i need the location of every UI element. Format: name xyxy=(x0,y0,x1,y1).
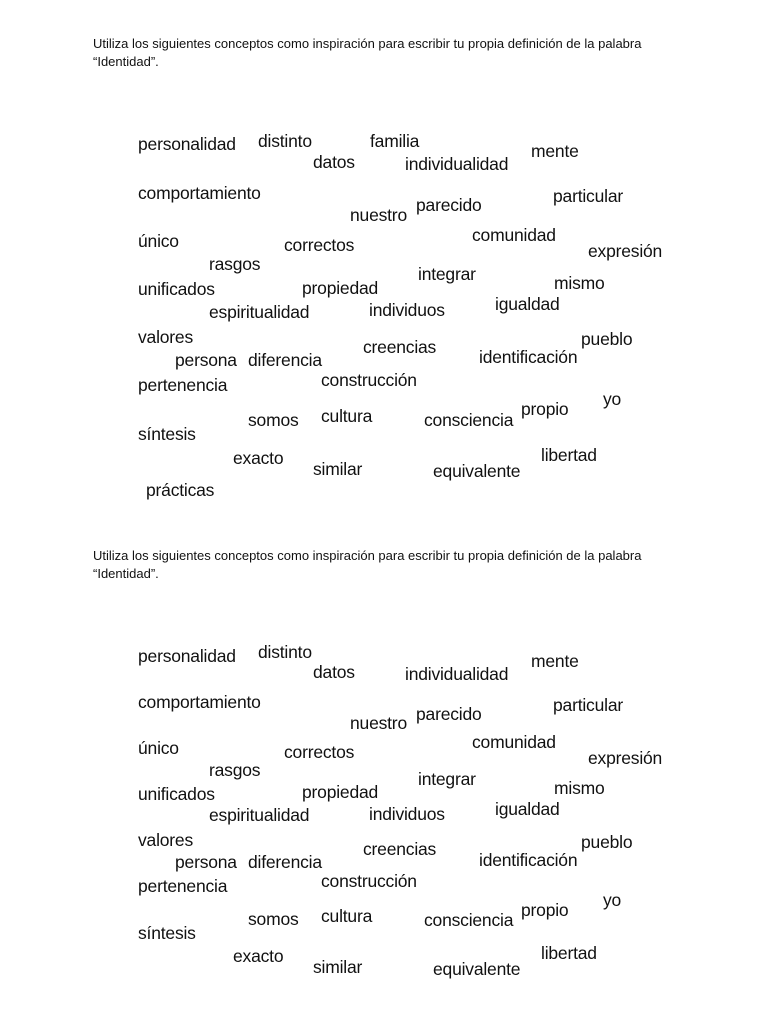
word: igualdad xyxy=(495,294,560,314)
word: único xyxy=(138,231,179,251)
word: consciencia xyxy=(424,910,514,930)
word: somos xyxy=(248,410,299,430)
word: parecido xyxy=(416,704,482,724)
word: mismo xyxy=(554,273,605,293)
word: diferencia xyxy=(248,350,322,370)
word: comportamiento xyxy=(138,692,261,712)
word: pertenencia xyxy=(138,375,228,395)
word: síntesis xyxy=(138,923,196,943)
word: cultura xyxy=(321,906,373,926)
word: exacto xyxy=(233,448,284,468)
word: somos xyxy=(248,909,299,929)
word: familia xyxy=(370,131,420,151)
word: pueblo xyxy=(581,329,633,349)
word: unificados xyxy=(138,279,215,299)
word: nuestro xyxy=(350,713,407,733)
word: integrar xyxy=(418,264,476,284)
word: rasgos xyxy=(209,254,261,274)
word: espiritualidad xyxy=(209,805,310,825)
word: igualdad xyxy=(495,799,560,819)
word: creencias xyxy=(363,337,437,357)
word: propiedad xyxy=(302,278,379,298)
word: identificación xyxy=(479,850,578,870)
word: personalidad xyxy=(138,134,236,154)
word: valores xyxy=(138,830,194,850)
word: creencias xyxy=(363,839,437,859)
word: individuos xyxy=(369,300,445,320)
word: integrar xyxy=(418,769,476,789)
word: individualidad xyxy=(405,664,509,684)
word: particular xyxy=(553,186,623,206)
word: expresión xyxy=(588,241,663,261)
word: diferencia xyxy=(248,852,322,872)
word: nuestro xyxy=(350,205,407,225)
word: construcción xyxy=(321,370,417,390)
word: rasgos xyxy=(209,760,261,780)
word: mente xyxy=(531,651,579,671)
instruction-text-2: Utiliza los siguientes conceptos como inspiración para escribir tu propia definición de la palabra “Identidad”. xyxy=(93,548,642,581)
word: propio xyxy=(521,900,569,920)
word: identificación xyxy=(479,347,578,367)
word: distinto xyxy=(258,131,312,151)
word: cultura xyxy=(321,406,373,426)
word: mismo xyxy=(554,778,605,798)
word: exacto xyxy=(233,946,284,966)
word: datos xyxy=(313,152,355,172)
word: libertad xyxy=(541,445,597,465)
word: correctos xyxy=(284,742,355,762)
word: expresión xyxy=(588,748,663,768)
word: distinto xyxy=(258,642,312,662)
word: individuos xyxy=(369,804,445,824)
word: consciencia xyxy=(424,410,514,430)
word: personalidad xyxy=(138,646,236,666)
word: comunidad xyxy=(472,732,556,752)
word: unificados xyxy=(138,784,215,804)
word: propio xyxy=(521,399,569,419)
word: espiritualidad xyxy=(209,302,310,322)
word: equivalente xyxy=(433,959,521,979)
word: correctos xyxy=(284,235,355,255)
word: construcción xyxy=(321,871,417,891)
word: persona xyxy=(175,852,237,872)
word: equivalente xyxy=(433,461,521,481)
word: comportamiento xyxy=(138,183,261,203)
word: similar xyxy=(313,459,363,479)
word: propiedad xyxy=(302,782,379,802)
word: particular xyxy=(553,695,623,715)
word: prácticas xyxy=(146,480,215,500)
word: persona xyxy=(175,350,237,370)
word: comunidad xyxy=(472,225,556,245)
word: individualidad xyxy=(405,154,509,174)
word: yo xyxy=(603,389,622,409)
word: síntesis xyxy=(138,424,196,444)
word: pertenencia xyxy=(138,876,228,896)
word: único xyxy=(138,738,179,758)
word: pueblo xyxy=(581,832,633,852)
word: similar xyxy=(313,957,363,977)
word: datos xyxy=(313,662,355,682)
word: libertad xyxy=(541,943,597,963)
instruction-text-1: Utiliza los siguientes conceptos como inspiración para escribir tu propia definición de la palabra “Identidad”. xyxy=(93,36,642,69)
word: yo xyxy=(603,890,622,910)
word: valores xyxy=(138,327,194,347)
word: mente xyxy=(531,141,579,161)
word: parecido xyxy=(416,195,482,215)
